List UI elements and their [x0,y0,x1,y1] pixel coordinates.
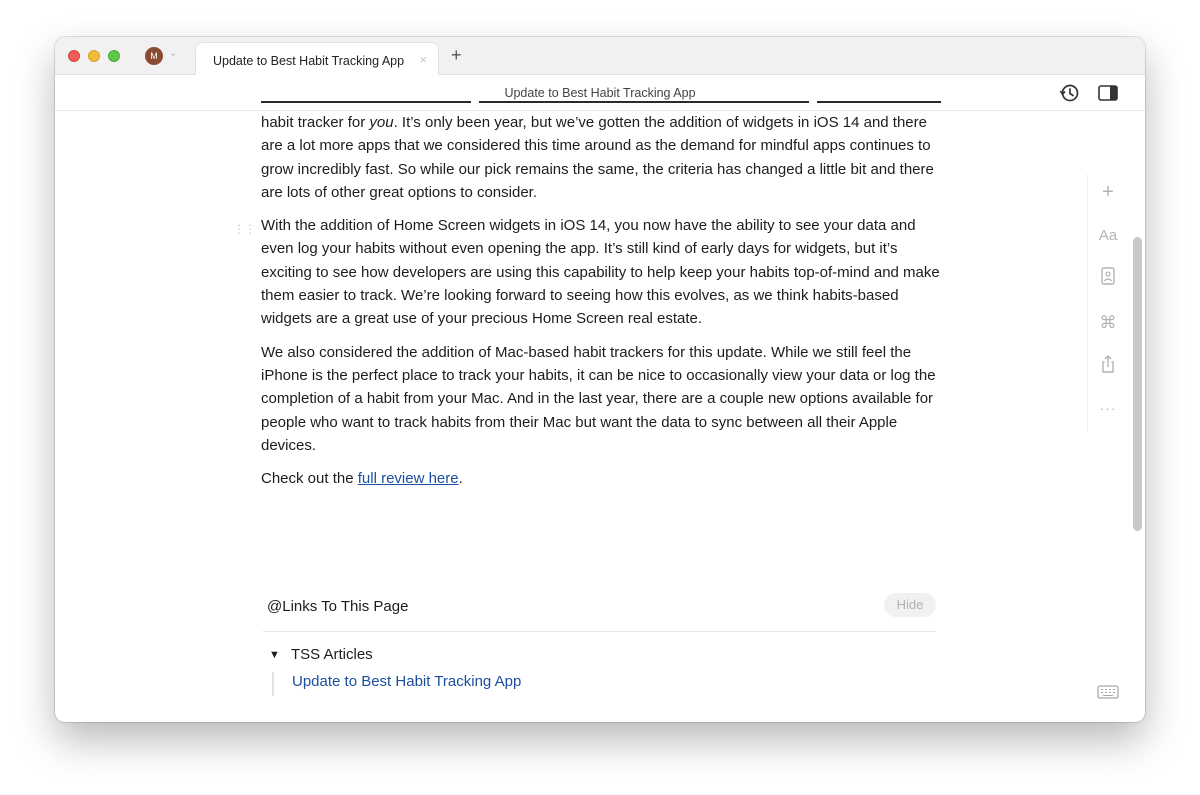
app-window [55,37,1145,722]
keyboard-icon[interactable] [1097,685,1119,699]
paragraph: Check out the full review here. [261,470,463,488]
drag-handle-icon[interactable]: ⋮⋮ [233,222,255,236]
paragraph: With the addition of Home Screen widgets in iOS 14, you now have the ability to see your data and even log your habits without even opening the app. It’s still kind of early days for widgets, but it’s exciting to see how developers are using this capability to help keep your habits top-of-mind and make them easier to track. We’re looking forward to seeing how this evolves, as we think habits-based widgets are a great use of your precious Home Screen real estate. [261,217,940,328]
minimize-window-button[interactable] [88,50,100,62]
chevron-down-icon[interactable]: ⌄ [169,48,178,59]
close-tab-icon[interactable]: × [419,52,427,67]
disclosure-triangle-icon[interactable]: ▼ [269,649,280,661]
command-button[interactable]: ⌘ [1099,313,1117,332]
clipped-line [261,97,941,111]
document-title: Update to Best Habit Tracking App [504,86,696,100]
tab-active[interactable] [195,42,439,76]
full-review-link[interactable]: full review here [357,470,459,488]
text-style-button[interactable]: Aa [1098,227,1118,244]
history-icon[interactable] [1058,82,1080,104]
close-window-button[interactable] [68,50,80,62]
share-icon[interactable] [1100,354,1116,374]
backlinks-group[interactable] [263,644,936,672]
add-block-button[interactable]: + [1102,181,1114,203]
more-options-button[interactable]: ··· [1099,400,1117,416]
hide-button[interactable]: Hide [884,593,936,617]
list-item [272,672,936,696]
tab-title: Update to Best Habit Tracking App [213,54,405,68]
document-body [261,111,951,500]
backlinks-section [263,592,936,696]
paragraph: We also considered the addition of Mac-based habit trackers for this update. While we still feel the iPhone is the perfect place to track your habits, it can be nice to occasionally view your data or log the completion of a habit from your Mac. And in the last year, there are a couple new options available for people who want to track habits from their Mac but want the data to sync between all their Apple devices. [261,343,936,454]
backlink-item-link[interactable]: Update to Best Habit Tracking App [292,673,522,690]
avatar[interactable]: M [145,47,163,65]
new-tab-button[interactable]: + [451,45,462,65]
right-action-rail [1087,174,1127,431]
image-icon[interactable] [1100,266,1116,286]
backlinks-header [263,592,936,632]
scrollbar[interactable] [1133,237,1142,531]
backlinks-group-label: TSS Articles [291,646,373,663]
tab-bar [55,37,1145,75]
sidebar-toggle-icon[interactable] [1097,83,1119,103]
backlinks-title: @Links To This Page [267,598,409,615]
maximize-window-button[interactable] [108,50,120,62]
paragraph: habit tracker for you. It’s only been year, but we’ve gotten the addition of widgets in iOS 14 and there are a lot more apps that we considered this time around as the demand for mindful apps continues to grow incredibly fast. So while our pick remains the same, the criteria has changed a little bit and there are lots of other great options to consider. [261,114,934,201]
